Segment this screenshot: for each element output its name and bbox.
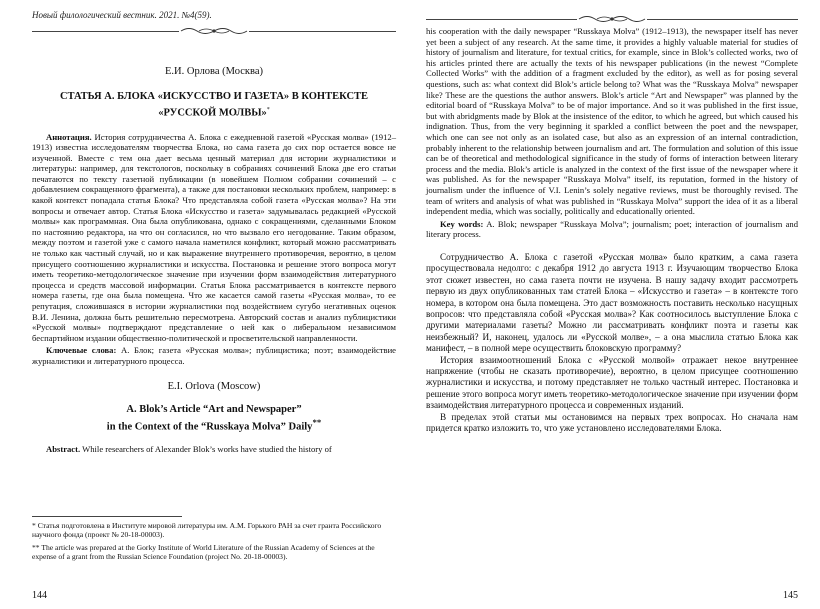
title-en-line2: in the Context of the “Russkaya Molva” Daily — [106, 421, 313, 433]
page-number-left: 144 — [32, 590, 47, 601]
keywords-ru-label: Ключевые слова: — [46, 345, 117, 356]
body-paragraph-2: История взаимоотношений Блока с «Русской молвой» отражает некое внутреннее напряжение (чтобы не сказать противоречие), вероятно, в целом присущее соотношению журналистики и искусства, и потому представляет не только частный интерес. Постановка и решение этого вопроса могут иметь теоретико-методологическое значение при изучении форм взаимодействия литературного процесса и современных изданий. — [426, 354, 798, 411]
footnote-rule — [32, 516, 182, 517]
author-en: E.I. Orlova (Moscow) — [167, 380, 261, 392]
author-ru: Е.И. Орлова (Москва) — [165, 66, 263, 77]
abstract-ru — [32, 132, 396, 344]
running-header: Новый филологический вестник. 2021. №4(59). — [32, 10, 212, 20]
footnote-2: ** The article was prepared at the Gorky Institute of World Literature of the Russian Academy of Sciences at the expense of a grant from the Russian Science Foundation (project No. 20-18-00003). — [32, 542, 375, 562]
abstract-ru-text: История сотрудничества А. Блока с ежедневной газетой «Русская молва» (1912–1913) известна исследователям творчества Блока, но сама газета до сих пор остается вовсе не изученной. Вместе с тем она дает весьма ценный материал для истории журналистики и литературы: например, для текстологов, поскольку в собраниях сочинений Блока две его статьи печатаются по тексту газетной публикации (в новейшем Полном собрании сочинений – с добавлением сокращенного фрагмента), а также для постановки нескольких проблем, например: в какой контекст попадала статья Блока? Что представляла собой газета «Русская молва»? На эти вопросы и отвечает автор. Статья Блока «Искусство и газета» задумывалась редакцией «Русской молвы» как программная. Она была опубликована, однако с сокращениями, сделанными Блоком по настоянию редактора, на что он согласился, но что вызвало его негодование. Таким образом, между поэтом и газетой уже с самого начала наметился конфликт, который можно рассматривать не только как частный случай, но и как выражение внутреннего противоречия, вероятно, в целом присущего соотношению журналистики и искусства. Постановка и решение этого вопроса могут иметь теоретико-методологическое значение при изучении форм взаимодействия литературного процесса и средств массовой информации. Статья Блока рассматривается в контексте первого номера газеты, где она была помещена. Что же касается самой газеты «Русская молва», то ее репутация, сложившаяся в истории журналистики под воздействием сугубо негативных оценок В.И. Ленина, должна быть решительно пересмотрена. Авторский состав и анализ публицистики «Русской молвы» подтверждают представление о ней как о либеральном независимом беспартийном издании общественно-политической и просветительской направленности. — [32, 131, 396, 343]
article-title-en — [32, 404, 396, 435]
ornament-icon — [577, 13, 647, 25]
keywords-en-text: A. Blok; newspaper “Russkaya Molva”; journalism; poet; interaction of journalism and literary process. — [426, 218, 799, 240]
keywords-en — [426, 219, 798, 240]
footnotes — [32, 516, 396, 565]
header-ornament-right — [426, 12, 798, 26]
body-paragraph-1: Сотрудничество А. Блока с газетой «Русская молва» было кратким, а сама газета просуществовала недолго: с декабря 1912 до августа 1913 г. Изучающим творчество Блока этот сюжет известен, но сама газета почти не изучена. В нашу задачу входит рассмотреть первую из двух опубликованных там статей Блока – «Искусство и газета» – в контексте того номера, в котором она была помещена. Это даст возможность поставить несколько насущных вопросов: что представляла собой «Русская молва»? Как соотносилось выступление Блока с другими материалами газеты? Можно ли рассматривать конфликт поэта и газеты как неизбежный? И, наконец, удалось ли «Русской молве», – а она мыслила статью Блока как манифест, – в полной мере осуществить блоковскую программу? — [426, 251, 798, 354]
article-title-ru — [32, 91, 396, 120]
abstract-en-start-text: While researchers of Alexander Blok’s works have studied the history of — [80, 444, 332, 455]
keywords-ru — [32, 345, 396, 366]
keywords-ru-text: А. Блок; газета «Русская молва»; публицистика; поэт; взаимодействие журналистики и литературного процесса. — [32, 345, 396, 366]
footnote-mark-ru: * — [266, 106, 270, 113]
title-ru-line1: СТАТЬЯ А. БЛОКА «ИСКУССТВО И ГАЗЕТА» В КОНТЕКСТЕ — [59, 91, 369, 102]
ornament-icon — [179, 25, 249, 37]
right-page — [410, 0, 820, 609]
keywords-en-label: Key words: — [440, 218, 484, 229]
title-en-line1: A. Blok’s Article “Art and Newspaper” — [126, 403, 302, 415]
abstract-en-start — [32, 444, 396, 455]
header-ornament — [32, 24, 396, 38]
title-ru-line2: «РУССКОЙ МОЛВЫ» — [158, 107, 267, 118]
abstract-en-continued: his cooperation with the daily newspaper “Russkaya Molva” (1912–1913), the newspaper itself has never yet been a subject of any research. At the same time, it provides a highly valuable material for studies of history of journalism and literature, for textual critics, for example, since in Blok’s collected works, two of his articles printed there are actually the texts of his newspaper publications (in the newest “Complete Collected Works” with the addition of a fragment excluded by the editor), as well as for posing several questions, such as: what context did Blok’s article belong to? What was the “Russkaya Molva” newspaper like? These are the questions the author answers. Blok’s article “Art and Newspaper” was planned by the editorial board of “Russkaya Molva” to be of major importance. And so it was published in the first issue, but with abridgments made by Blok at the insistence of the editor, to which he agreed, but which caused his indignation. Thus, from the very beginning it sparkled a conflict between the poet and the newspaper, which one can see not only as an isolated case, but also as an expression of an internal contradiction, probably inherent to the relationship between journalism and art. The formulation and solution of this issue can be of theoretical and methodological significance in the study of forms of interaction between literary process and the media. Blok’s article is analyzed in the context of the first issue of the newspaper where it was published. As for the newspaper “Russkaya Molva” itself, its reputation, formed in the history of journalism under the influence of V.I. Lenin’s solely negative reviews, must be thoroughly revised. The team of writers and analysis of what was published in “Russkaya Molva” support the idea of it as a liberal independent media, which was socially, politically and educationally oriented. — [426, 26, 798, 217]
abstract-en-label: Abstract. — [46, 444, 81, 455]
abstract-ru-label: Аннотация. — [46, 131, 92, 142]
body-paragraph-3: В пределах этой статьи мы остановимся на первых трех вопросах. Но сначала нам придется кратко изложить то, что уже установлено исследователями Блока. — [426, 411, 798, 433]
article-body — [426, 252, 798, 435]
footnote-1: * Статья подготовлена в Институте мировой литературы им. А.М. Горького РАН за счет гранта Российского научного фонда (проект № 20-18-00003). — [32, 521, 382, 540]
page-number-right: 145 — [783, 590, 798, 601]
footnote-mark-en: ** — [312, 417, 322, 428]
